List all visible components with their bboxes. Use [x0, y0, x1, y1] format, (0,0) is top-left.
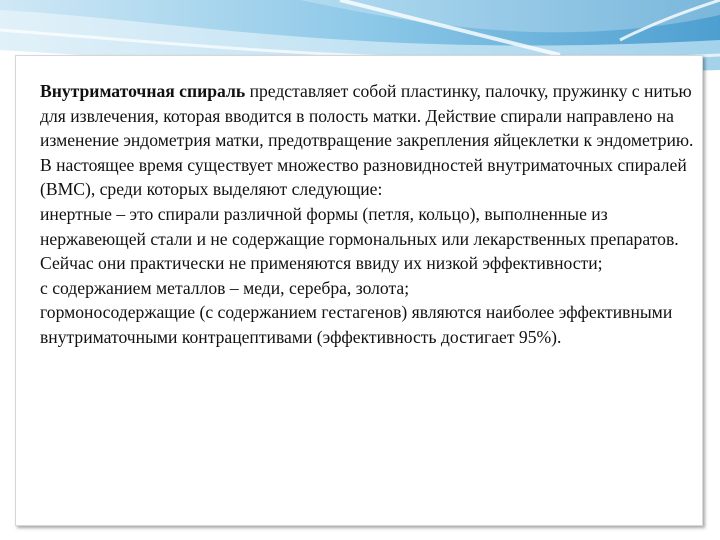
paragraph-metals: с содержанием металлов – меди, серебра, золота;: [40, 277, 410, 298]
paragraph-inert: инертные – это спирали различной формы (петля, кольцо), выполненные из нержавеющей стали и не содержащие гормональных или лекарственных препаратов. Сейчас они практически не применяются ввиду их низкой эффективности;: [40, 203, 679, 274]
term-bold: Внутриматочная спираль: [40, 81, 246, 101]
paragraph-definition: Внутриматочная спираль представляет собой пластинку, палочку, пружинку с нитью для извлечения, которая вводится в полость матки. Действие спирали направлено на изменение эндометрия матки, предотвращение закрепления яйцеклетки к эндометрию.: [40, 81, 694, 151]
slide-body-text: [40, 79, 700, 350]
paragraph-hormonal: гормоносодержащие (с содержанием гестагенов) являются наиболее эффективными внутриматочными контрацептивами (эффективность достигает 95%).: [40, 302, 673, 347]
paragraph-types-intro: В настоящее время существует множество разновидностей внутриматочных спиралей (ВМС), среди которых выделяют следующие:: [40, 154, 687, 200]
